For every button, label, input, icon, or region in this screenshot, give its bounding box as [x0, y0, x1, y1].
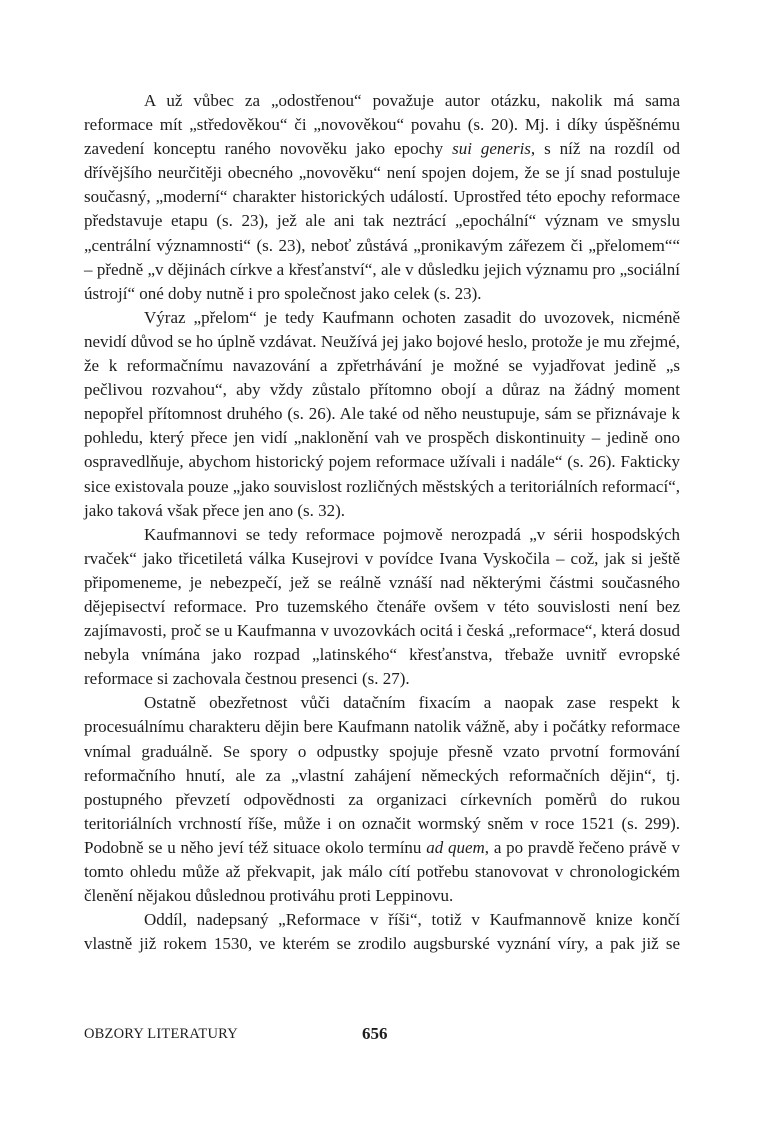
paragraph	[84, 89, 680, 306]
paragraph	[84, 523, 680, 692]
text-run: , a po pravdě řečeno právě v tomto ohledu může až překvapit, jak málo cítí potřebu stanovovat v chronologickém členění nějakou důslednou protiváhu proti Leppinovu.	[84, 837, 680, 906]
body-text	[84, 89, 680, 956]
journal-name: OBZORY LITERATURY	[84, 1026, 238, 1042]
page-footer	[84, 1026, 680, 1050]
page-number: 656	[362, 1024, 388, 1043]
text-run: Ostatně obezřetnost vůči datačním fixacím a naopak zase respekt k procesuálnímu charakteru dějin bere Kaufmann natolik vážně, aby i počátky reformace vnímal graduálně. Se spory o odpustky spojuje přesně vzato prvotní formování reformačního hnutí, ale za „vlastní zahájení německých reformačních dějin“, tj. postupného převzetí odpovědnosti za organizaci církevních poměrů do rukou teritoriálních vrchností říše, může i on označit wormský sněm v roce 1521 (s. 299). Podobně se u něho jeví též situace okolo termínu	[84, 693, 680, 857]
italic-term: sui generis	[452, 139, 531, 159]
text-run: , s níž na rozdíl od dřívějšího neurčitěji obecného „novověku“ není spojen dojem, že se jí snad postuluje současný, „moderní“ charakter historických událostí. Uprostřed této epochy reformace představuje etapu (s. 23), jež ale ani tak neztrácí „epochální“ význam ve smyslu „centrální významnosti“ (s. 23), neboť zůstává „pronikavým zářezem či „přelomem““ – předně „v dějinách církve a křesťanství“, ale v důsledku jejich významu pro „sociální ústrojí“ oné doby nutně i pro společnost jako celek (s. 23).	[84, 139, 680, 303]
paragraph	[84, 306, 680, 523]
text-run: Výraz „přelom“ je tedy Kaufmann ochoten zasadit do uvozovek, nicméně nevidí důvod se ho úplně vzdávat. Neužívá jej jako bojové heslo, protože je mu zřejmé, že k reformačnímu navazování a zpřetrhávání je možné se vyjadřovat jedině „s pečlivou rozvahou“, aby vždy zůstalo přítomno obojí a důraz na žádný moment nepopřel přítomnost druhého (s. 26). Ale také od něho neustupuje, sám se přiznávaje k pohledu, který přece jen vidí „naklonění vah ve prospěch diskontinuity – jedině ono ospravedlňuje, abychom historický pojem reformace užívali i nadále“ (s. 26). Fakticky sice existovala pouze „jako souvislost rozličných městských a teritoriálních reformací“, jako taková však přece jen ano (s. 32).	[84, 307, 680, 520]
paragraph	[84, 691, 680, 908]
paragraph	[84, 908, 680, 956]
text-run: Kaufmannovi se tedy reformace pojmově nerozpadá „v sérii hospodských rvaček“ jako třicetiletá válka Kusejrovi v povídce Ivana Vyskočila – což, jak si ještě připomeneme, je nebezpečí, jež se reálně vznáší nad některými částmi současného dějepisectví reformace. Pro tuzemského čtenáře ovšem v této souvislosti není bez zajímavosti, proč se u Kaufmanna v uvozovkách ocitá i česká „reformace“, která dosud nebyla vnímána jako rozpad „latinského“ křesťanstva, třebaže uvnitř evropské reformace si zachovala čestnou presenci (s. 27).	[84, 524, 680, 689]
text-run: A už vůbec za „odostřenou“ považuje autor otázku, nakolik má sama reformace mít „středověkou“ či „novověkou“ povahu (s. 20). Mj. i díky úspěšnému zavedení konceptu raného novověku jako epochy	[84, 91, 680, 159]
italic-term: ad quem	[426, 837, 485, 857]
text-run: Oddíl, nadepsaný „Reformace v říši“, totiž v Kaufmannově knize končí vlastně již rokem 1530, ve kterém se zrodilo augsburské vyznání víry, a pak již se	[84, 910, 680, 954]
